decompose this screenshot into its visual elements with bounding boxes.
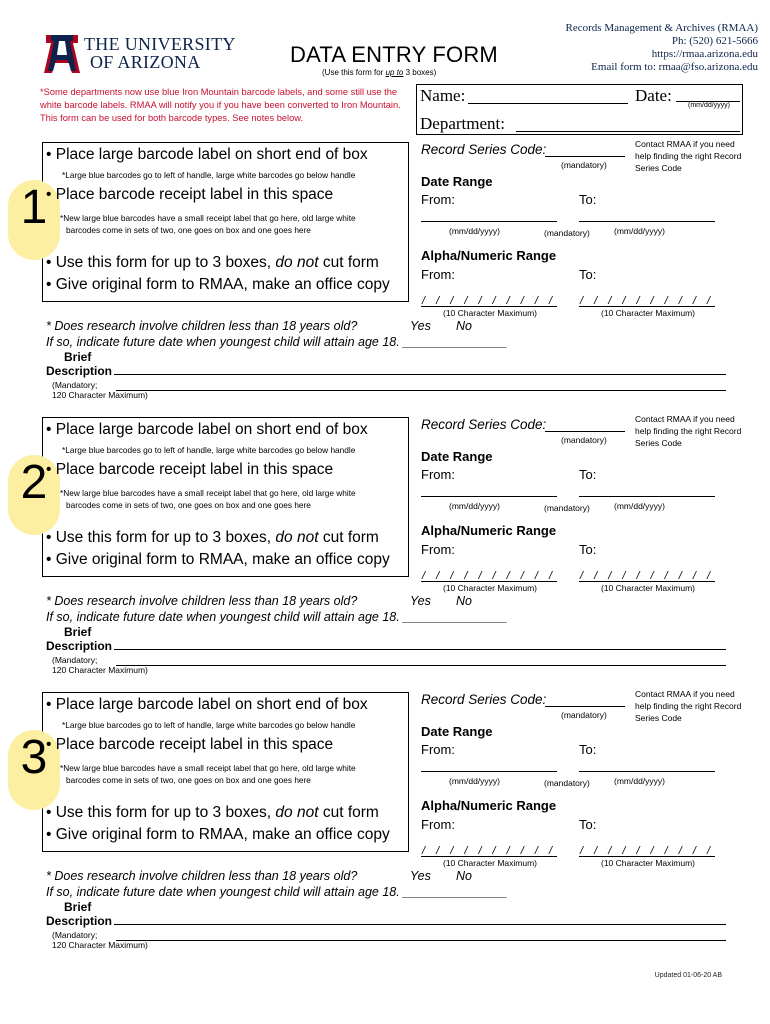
research-question: * Does research involve children less than 18 years old? <box>46 594 358 608</box>
description-label: Description <box>46 914 113 928</box>
future-date-question: If so, indicate future date when youngest child will attain age 18. _______________ <box>46 610 508 624</box>
record-series-help: Contact RMAA if you need help finding the right Record Series Code <box>635 139 742 173</box>
record-series-field[interactable] <box>545 706 625 707</box>
record-series-label: Record Series Code: <box>421 417 547 432</box>
research-question: * Does research involve children less than 18 years old? <box>46 869 358 883</box>
date-to-field[interactable] <box>579 496 715 497</box>
box-entry-section <box>0 414 770 692</box>
research-yes-option[interactable]: Yes <box>410 869 431 883</box>
three-boxes-suffix: cut form <box>318 804 379 821</box>
date-from-label: From: <box>421 467 455 482</box>
instruction-receipt-note-2: barcodes come in sets of two, one goes on box and one goes here <box>66 775 311 785</box>
instruction-three-boxes <box>46 529 379 547</box>
name-field[interactable] <box>468 103 628 104</box>
instruction-receipt-label: • Place barcode receipt label in this space <box>46 461 334 478</box>
alpha-from-max: (10 Character Maximum) <box>443 308 537 318</box>
research-yes-option[interactable]: Yes <box>410 319 431 333</box>
alpha-to-field[interactable]: / / / / / / / / / / <box>580 845 715 857</box>
form-title: DATA ENTRY FORM <box>290 42 498 67</box>
description-field-line-2[interactable] <box>116 390 726 391</box>
three-boxes-suffix: cut form <box>318 254 379 271</box>
date-range-label: Date Range <box>421 724 493 739</box>
date-from-format: (mm/dd/yyyy) <box>449 501 500 511</box>
record-series-field[interactable] <box>545 431 625 432</box>
date-range-mandatory: (mandatory) <box>544 228 590 238</box>
university-line1: THE UNIVERSITY <box>84 34 236 54</box>
instruction-three-boxes <box>46 804 379 822</box>
three-boxes-text: • Use this form for up to 3 boxes, <box>46 529 276 546</box>
three-boxes-emphasis: do not <box>275 804 319 821</box>
alpha-to-field[interactable]: / / / / / / / / / / <box>580 570 715 582</box>
alpha-from-field[interactable]: / / / / / / / / / / <box>422 845 557 857</box>
alpha-from-field[interactable]: / / / / / / / / / / <box>422 570 557 582</box>
alpha-from-label: From: <box>421 817 455 832</box>
alpha-from-underline <box>421 856 557 857</box>
date-to-field[interactable] <box>579 221 715 222</box>
date-range-label: Date Range <box>421 449 493 464</box>
alpha-to-max: (10 Character Maximum) <box>601 583 695 593</box>
box-entry-section <box>0 689 770 967</box>
record-series-mandatory: (mandatory) <box>561 160 607 170</box>
alpha-from-label: From: <box>421 267 455 282</box>
instruction-office-copy: • Give original form to RMAA, make an office copy <box>46 826 390 843</box>
instruction-large-label-note: *Large blue barcodes go to left of handle, large white barcodes go below handle <box>62 720 356 730</box>
university-name <box>84 35 236 71</box>
name-label: Name: <box>420 86 466 105</box>
contact-phone: Ph: (520) 621-5666 <box>671 35 758 47</box>
future-date-question: If so, indicate future date when youngest child will attain age 18. _______________ <box>46 335 508 349</box>
three-boxes-emphasis: do not <box>275 529 319 546</box>
three-boxes-text: • Use this form for up to 3 boxes, <box>46 254 276 271</box>
date-from-field[interactable] <box>421 496 557 497</box>
alpha-to-field[interactable]: / / / / / / / / / / <box>580 295 715 307</box>
brief-label: Brief <box>64 900 92 914</box>
department-field[interactable] <box>516 131 740 132</box>
record-series-help: Contact RMAA if you need help finding the right Record Series Code <box>635 689 742 723</box>
date-label: Date: <box>635 86 672 105</box>
alpha-to-label: To: <box>579 267 597 282</box>
record-series-label: Record Series Code: <box>421 692 547 707</box>
description-field[interactable] <box>114 649 726 650</box>
description-mandatory-1: (Mandatory; <box>52 655 98 665</box>
contact-block <box>528 22 758 74</box>
alpha-to-label: To: <box>579 542 597 557</box>
description-mandatory-2: 120 Character Maximum) <box>52 940 148 950</box>
date-range-mandatory: (mandatory) <box>544 503 590 513</box>
date-from-field[interactable] <box>421 221 557 222</box>
contact-email[interactable]: Email form to: rmaa@fso.arizona.edu <box>591 61 758 73</box>
alpha-from-max: (10 Character Maximum) <box>443 858 537 868</box>
description-mandatory-2: 120 Character Maximum) <box>52 390 148 400</box>
record-series-mandatory: (mandatory) <box>561 710 607 720</box>
alpha-to-max: (10 Character Maximum) <box>601 308 695 318</box>
description-field[interactable] <box>114 374 726 375</box>
future-date-question: If so, indicate future date when youngest child will attain age 18. _______________ <box>46 885 508 899</box>
alpha-range-label: Alpha/Numeric Range <box>421 523 557 538</box>
research-no-option[interactable]: No <box>456 594 472 608</box>
date-from-format: (mm/dd/yyyy) <box>449 776 500 786</box>
date-from-label: From: <box>421 742 455 757</box>
record-series-field[interactable] <box>545 156 625 157</box>
alpha-from-field[interactable]: / / / / / / / / / / <box>422 295 557 307</box>
instruction-office-copy: • Give original form to RMAA, make an office copy <box>46 276 390 293</box>
research-question: * Does research involve children less than 18 years old? <box>46 319 358 333</box>
updated-footer: Updated 01-06-20 AB <box>654 972 722 979</box>
instruction-receipt-note-2: barcodes come in sets of two, one goes on box and one goes here <box>66 500 311 510</box>
instruction-large-label: • Place large barcode label on short end of box <box>46 696 368 713</box>
alpha-from-label: From: <box>421 542 455 557</box>
description-mandatory-1: (Mandatory; <box>52 380 98 390</box>
date-from-format: (mm/dd/yyyy) <box>449 226 500 236</box>
description-label: Description <box>46 364 113 378</box>
record-series-help: Contact RMAA if you need help finding the right Record Series Code <box>635 414 742 448</box>
date-range-label: Date Range <box>421 174 493 189</box>
instruction-receipt-note-1: *New large blue barcodes have a small receipt label that go here, old large white <box>60 488 356 498</box>
instruction-receipt-note-1: *New large blue barcodes have a small receipt label that go here, old large white <box>60 763 356 773</box>
instruction-office-copy: • Give original form to RMAA, make an office copy <box>46 551 390 568</box>
three-boxes-emphasis: do not <box>275 254 319 271</box>
instruction-large-label-note: *Large blue barcodes go to left of handle, large white barcodes go below handle <box>62 445 356 455</box>
contact-website[interactable]: https://rmaa.arizona.edu <box>651 48 758 60</box>
alpha-to-underline <box>579 856 715 857</box>
description-mandatory-2: 120 Character Maximum) <box>52 665 148 675</box>
box-number: 2 <box>20 456 48 509</box>
instruction-large-label: • Place large barcode label on short end of box <box>46 421 368 438</box>
subtitle-emph: up to <box>385 68 404 77</box>
brief-label: Brief <box>64 625 92 639</box>
date-to-label: To: <box>579 192 597 207</box>
three-boxes-text: • Use this form for up to 3 boxes, <box>46 804 276 821</box>
record-series-label: Record Series Code: <box>421 142 547 157</box>
research-no-option[interactable]: No <box>456 319 472 333</box>
date-to-format: (mm/dd/yyyy) <box>614 501 665 511</box>
box-number: 3 <box>20 731 48 784</box>
instruction-receipt-note-1: *New large blue barcodes have a small receipt label that go here, old large white <box>60 213 356 223</box>
date-to-format: (mm/dd/yyyy) <box>614 226 665 236</box>
brief-label: Brief <box>64 350 92 364</box>
university-line2: OF ARIZONA <box>90 52 201 72</box>
research-no-option[interactable]: No <box>456 869 472 883</box>
description-field-line-2[interactable] <box>116 940 726 941</box>
subtitle-suffix: 3 boxes) <box>403 68 437 77</box>
subtitle-prefix: (Use this form for <box>322 68 386 77</box>
alpha-to-underline <box>579 306 715 307</box>
date-from-label: From: <box>421 192 455 207</box>
alpha-range-label: Alpha/Numeric Range <box>421 248 557 263</box>
department-label: Department: <box>420 114 505 133</box>
form-subtitle <box>322 68 436 77</box>
box-number: 1 <box>20 181 48 234</box>
instruction-receipt-label: • Place barcode receipt label in this space <box>46 186 334 203</box>
research-yes-option[interactable]: Yes <box>410 594 431 608</box>
date-to-field[interactable] <box>579 771 715 772</box>
barcode-notice: *Some departments now use blue Iron Mountain barcode labels, and some still use the white barcode labels. RMAA will notify you if you have been converted to Iron Mountain. This form can be used for both barcode types. See notes below. <box>40 87 401 123</box>
alpha-to-max: (10 Character Maximum) <box>601 858 695 868</box>
alpha-range-label: Alpha/Numeric Range <box>421 798 557 813</box>
alpha-to-underline <box>579 581 715 582</box>
description-mandatory-1: (Mandatory; <box>52 930 98 940</box>
date-to-label: To: <box>579 742 597 757</box>
three-boxes-suffix: cut form <box>318 529 379 546</box>
alpha-from-underline <box>421 306 557 307</box>
instruction-receipt-label: • Place barcode receipt label in this space <box>46 736 334 753</box>
date-to-format: (mm/dd/yyyy) <box>614 776 665 786</box>
alpha-from-underline <box>421 581 557 582</box>
date-range-mandatory: (mandatory) <box>544 778 590 788</box>
instruction-large-label-note: *Large blue barcodes go to left of handle, large white barcodes go below handle <box>62 170 356 180</box>
date-format-hint: (mm/dd/yyyy) <box>688 102 730 109</box>
date-to-label: To: <box>579 467 597 482</box>
instruction-receipt-note-2: barcodes come in sets of two, one goes on box and one goes here <box>66 225 311 235</box>
date-from-field[interactable] <box>421 771 557 772</box>
contact-org: Records Management & Archives (RMAA) <box>565 22 758 34</box>
description-field[interactable] <box>114 924 726 925</box>
record-series-mandatory: (mandatory) <box>561 435 607 445</box>
alpha-from-max: (10 Character Maximum) <box>443 583 537 593</box>
description-label: Description <box>46 639 113 653</box>
instruction-large-label: • Place large barcode label on short end of box <box>46 146 368 163</box>
alpha-to-label: To: <box>579 817 597 832</box>
box-entry-section <box>0 139 770 417</box>
instruction-three-boxes <box>46 254 379 272</box>
description-field-line-2[interactable] <box>116 665 726 666</box>
